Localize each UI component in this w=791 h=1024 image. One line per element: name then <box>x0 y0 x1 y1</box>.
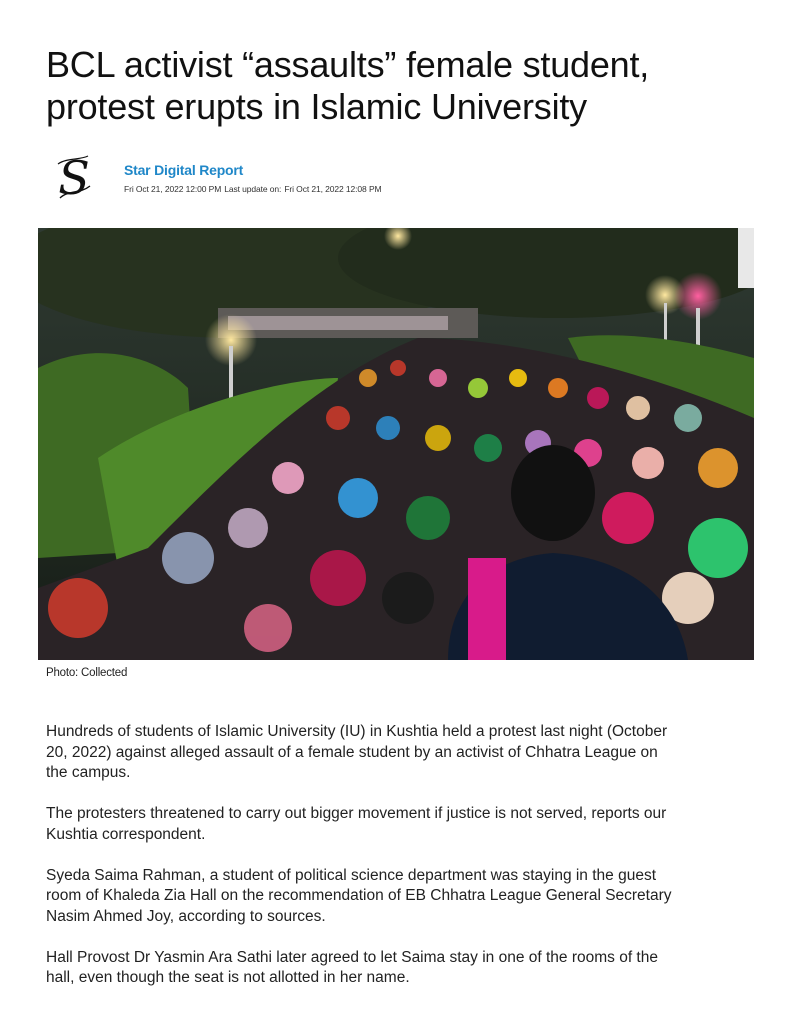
byline <box>46 150 746 210</box>
headline-line-2: protest erupts in Islamic University <box>46 86 587 127</box>
logo-letter: S <box>58 151 90 205</box>
paragraph-line: the campus. <box>46 764 131 781</box>
paragraph-1 <box>46 722 754 784</box>
paragraph-line: Syeda Saima Rahman, a student of political science department was staying in the guest <box>46 866 657 884</box>
article-headline <box>46 44 746 128</box>
paragraph-line: The protesters threatened to carry out bigger movement if justice is not served, reports our <box>46 805 667 822</box>
article-body <box>46 722 754 1009</box>
paragraph-2 <box>46 804 754 845</box>
daily-star-logo-icon[interactable] <box>46 150 102 206</box>
author-link[interactable]: Star Digital Report <box>124 162 244 178</box>
article-photo <box>38 228 754 660</box>
paragraph-line: Kushtia correspondent. <box>46 825 206 843</box>
publish-dates <box>124 184 385 194</box>
headline-line-1: BCL activist “assaults” female student, <box>46 44 650 85</box>
paragraph-3 <box>46 866 754 928</box>
paragraph-4 <box>46 948 754 989</box>
paragraph-line: 20, 2022) against alleged assault of a female student by an activist of Chhatra League on <box>46 743 658 761</box>
photo-caption: Photo: Collected <box>46 667 128 679</box>
paragraph-line: hall, even though the seat is not allotted in her name. <box>46 969 410 986</box>
paragraph-line: room of Khaleda Zia Hall on the recommendation of EB Chhatra League General Secretary <box>46 887 672 904</box>
paragraph-line: Hall Provost Dr Yasmin Ara Sathi later agreed to let Saima stay in one of the rooms of the <box>46 948 658 966</box>
updated-label: Last update on: <box>224 184 282 194</box>
updated-date: Fri Oct 21, 2022 12:08 PM <box>284 184 382 194</box>
protest-photo-illustration <box>38 228 754 660</box>
published-date: Fri Oct 21, 2022 12:00 PM <box>124 184 222 194</box>
paragraph-line: Nasim Ahmed Joy, according to sources. <box>46 907 326 925</box>
paragraph-line: Hundreds of students of Islamic University (IU) in Kushtia held a protest last night (October <box>46 723 668 740</box>
